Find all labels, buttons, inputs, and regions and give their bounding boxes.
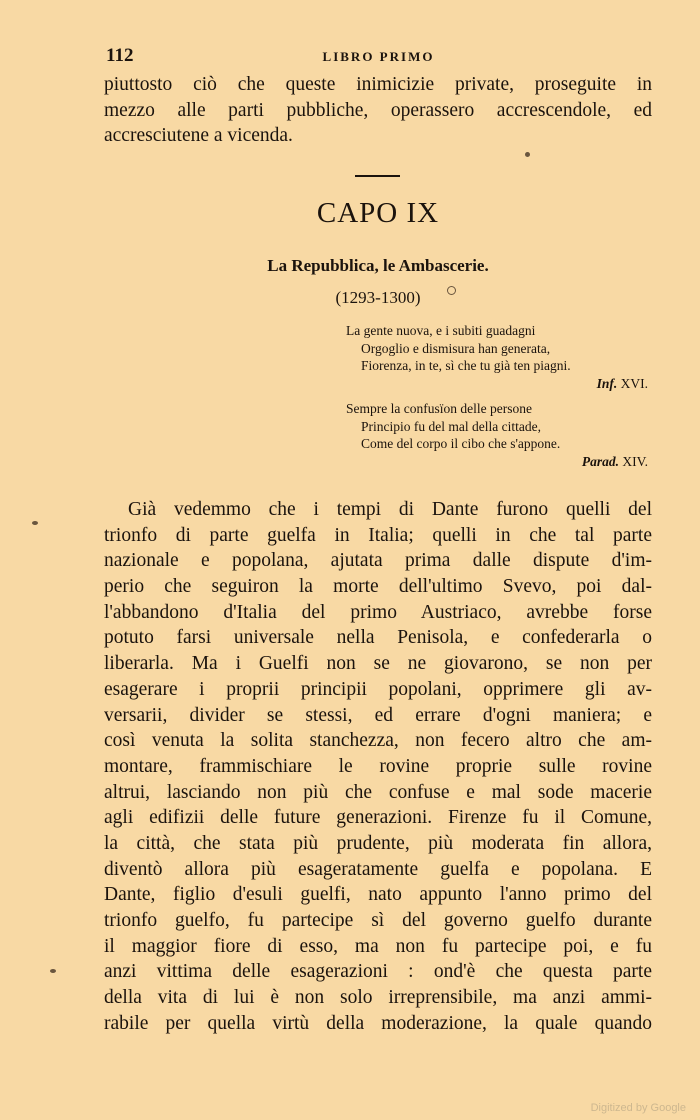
text-line: liberarla. Ma i Guelfi non se ne giovarono, se non per <box>104 653 652 675</box>
text-line: della vita di lui è non solo irreprensibile, ma anzi ammi- <box>104 987 652 1009</box>
epigraph-verse: Orgoglio e dismisura han generata, <box>361 340 551 356</box>
chapter-subtitle: La Repubblica, le Ambascerie. <box>267 256 489 275</box>
text-line: diventò allora più esageratamente guelfa e popolana. E <box>104 858 652 880</box>
page-header <box>106 45 651 71</box>
epigraph-verse: La gente nuova, e i subiti guadagni <box>346 323 536 338</box>
text-line: montare, frammischiare le rovine proprie sulle rovine <box>104 755 652 777</box>
text-line: trionfo di parte guelfa in Italia; quelli in che tal parte <box>104 524 652 546</box>
text-line: nazionale e popolana, ajutata prima dalle dispute d'im- <box>104 550 652 572</box>
print-speck <box>50 969 56 973</box>
epigraph-source-work: Inf. <box>596 375 618 391</box>
section-divider <box>355 175 400 177</box>
text-line: altrui, lasciando non più che confuse e mal sode macerie <box>104 781 652 803</box>
text-line: accresciutene a vicenda. <box>104 125 293 147</box>
epigraph-source-canto: XIV. <box>622 453 648 469</box>
epigraph-paradiso <box>346 400 656 470</box>
epigraph-inferno <box>346 322 656 392</box>
text-line: potuto farsi universale nella Penisola, e confederarla o <box>104 627 652 649</box>
text-line: così venuta la solita stanchezza, non fecero altro che am- <box>104 730 652 752</box>
epigraph-source <box>346 453 656 471</box>
body-paragraph <box>104 497 652 1036</box>
text-line: esagerare i proprii principii popolani, opprimere gli av- <box>104 678 652 700</box>
text-line: la città, che stata più prudente, più moderata fin allora, <box>104 832 652 854</box>
text-line: il maggior fiore di esso, ma non fu partecipe poi, e fu <box>104 935 652 957</box>
text-line: piuttosto ciò che queste inimicizie private, proseguite in <box>104 74 652 95</box>
text-line: perio che seguiron la morte dell'ultimo Svevo, poi dal- <box>104 576 652 598</box>
page-number: 112 <box>106 45 134 66</box>
epigraph-verse: Fiorenza, in te, sì che tu già ten piagni. <box>361 358 571 373</box>
chapter-dates: (1293-1300) <box>335 288 421 307</box>
epigraph-verse: Principio fu del mal della cittade, <box>361 418 541 434</box>
print-speck <box>525 152 530 157</box>
print-speck <box>447 286 456 295</box>
print-speck <box>32 521 38 525</box>
digitization-watermark: Digitized by Google <box>590 1102 686 1114</box>
text-line: Dante, figlio d'esuli guelfi, nato appunto l'anno primo del <box>104 884 652 906</box>
text-line: agli edifizii delle future generazioni. Firenze fu il Comune, <box>104 807 652 829</box>
text-line: trionfo guelfo, fu partecipe sì del governo guelfo durante <box>104 910 652 931</box>
epigraph-verse: Sempre la confusïon delle persone <box>346 401 532 416</box>
text-line: Già vedemmo che i tempi di Dante furono quelli del <box>128 499 652 520</box>
opening-paragraph <box>104 72 652 149</box>
epigraph-source-canto: XVI. <box>620 375 648 391</box>
epigraph-source-work: Parad. <box>581 453 619 469</box>
text-line: mezzo alle parti pubbliche, operassero accrescendole, ed <box>104 99 652 121</box>
text-line: anzi vittima delle esagerazioni : ond'è che questa parte <box>104 961 652 983</box>
epigraph-source <box>346 375 656 393</box>
epigraph-verse: Come del corpo il cibo che s'appone. <box>361 436 561 451</box>
text-line: rabile per quella virtù della moderazione, la quale quando <box>104 1012 652 1034</box>
running-head: LIBRO PRIMO <box>322 49 435 64</box>
text-line: l'abbandono d'Italia del primo Austriaco, avrebbe forse <box>104 601 652 623</box>
text-line: versarii, divider se stessi, ed errare d'ogni maniera; e <box>104 704 652 726</box>
chapter-title: CAPO IX <box>316 197 440 229</box>
